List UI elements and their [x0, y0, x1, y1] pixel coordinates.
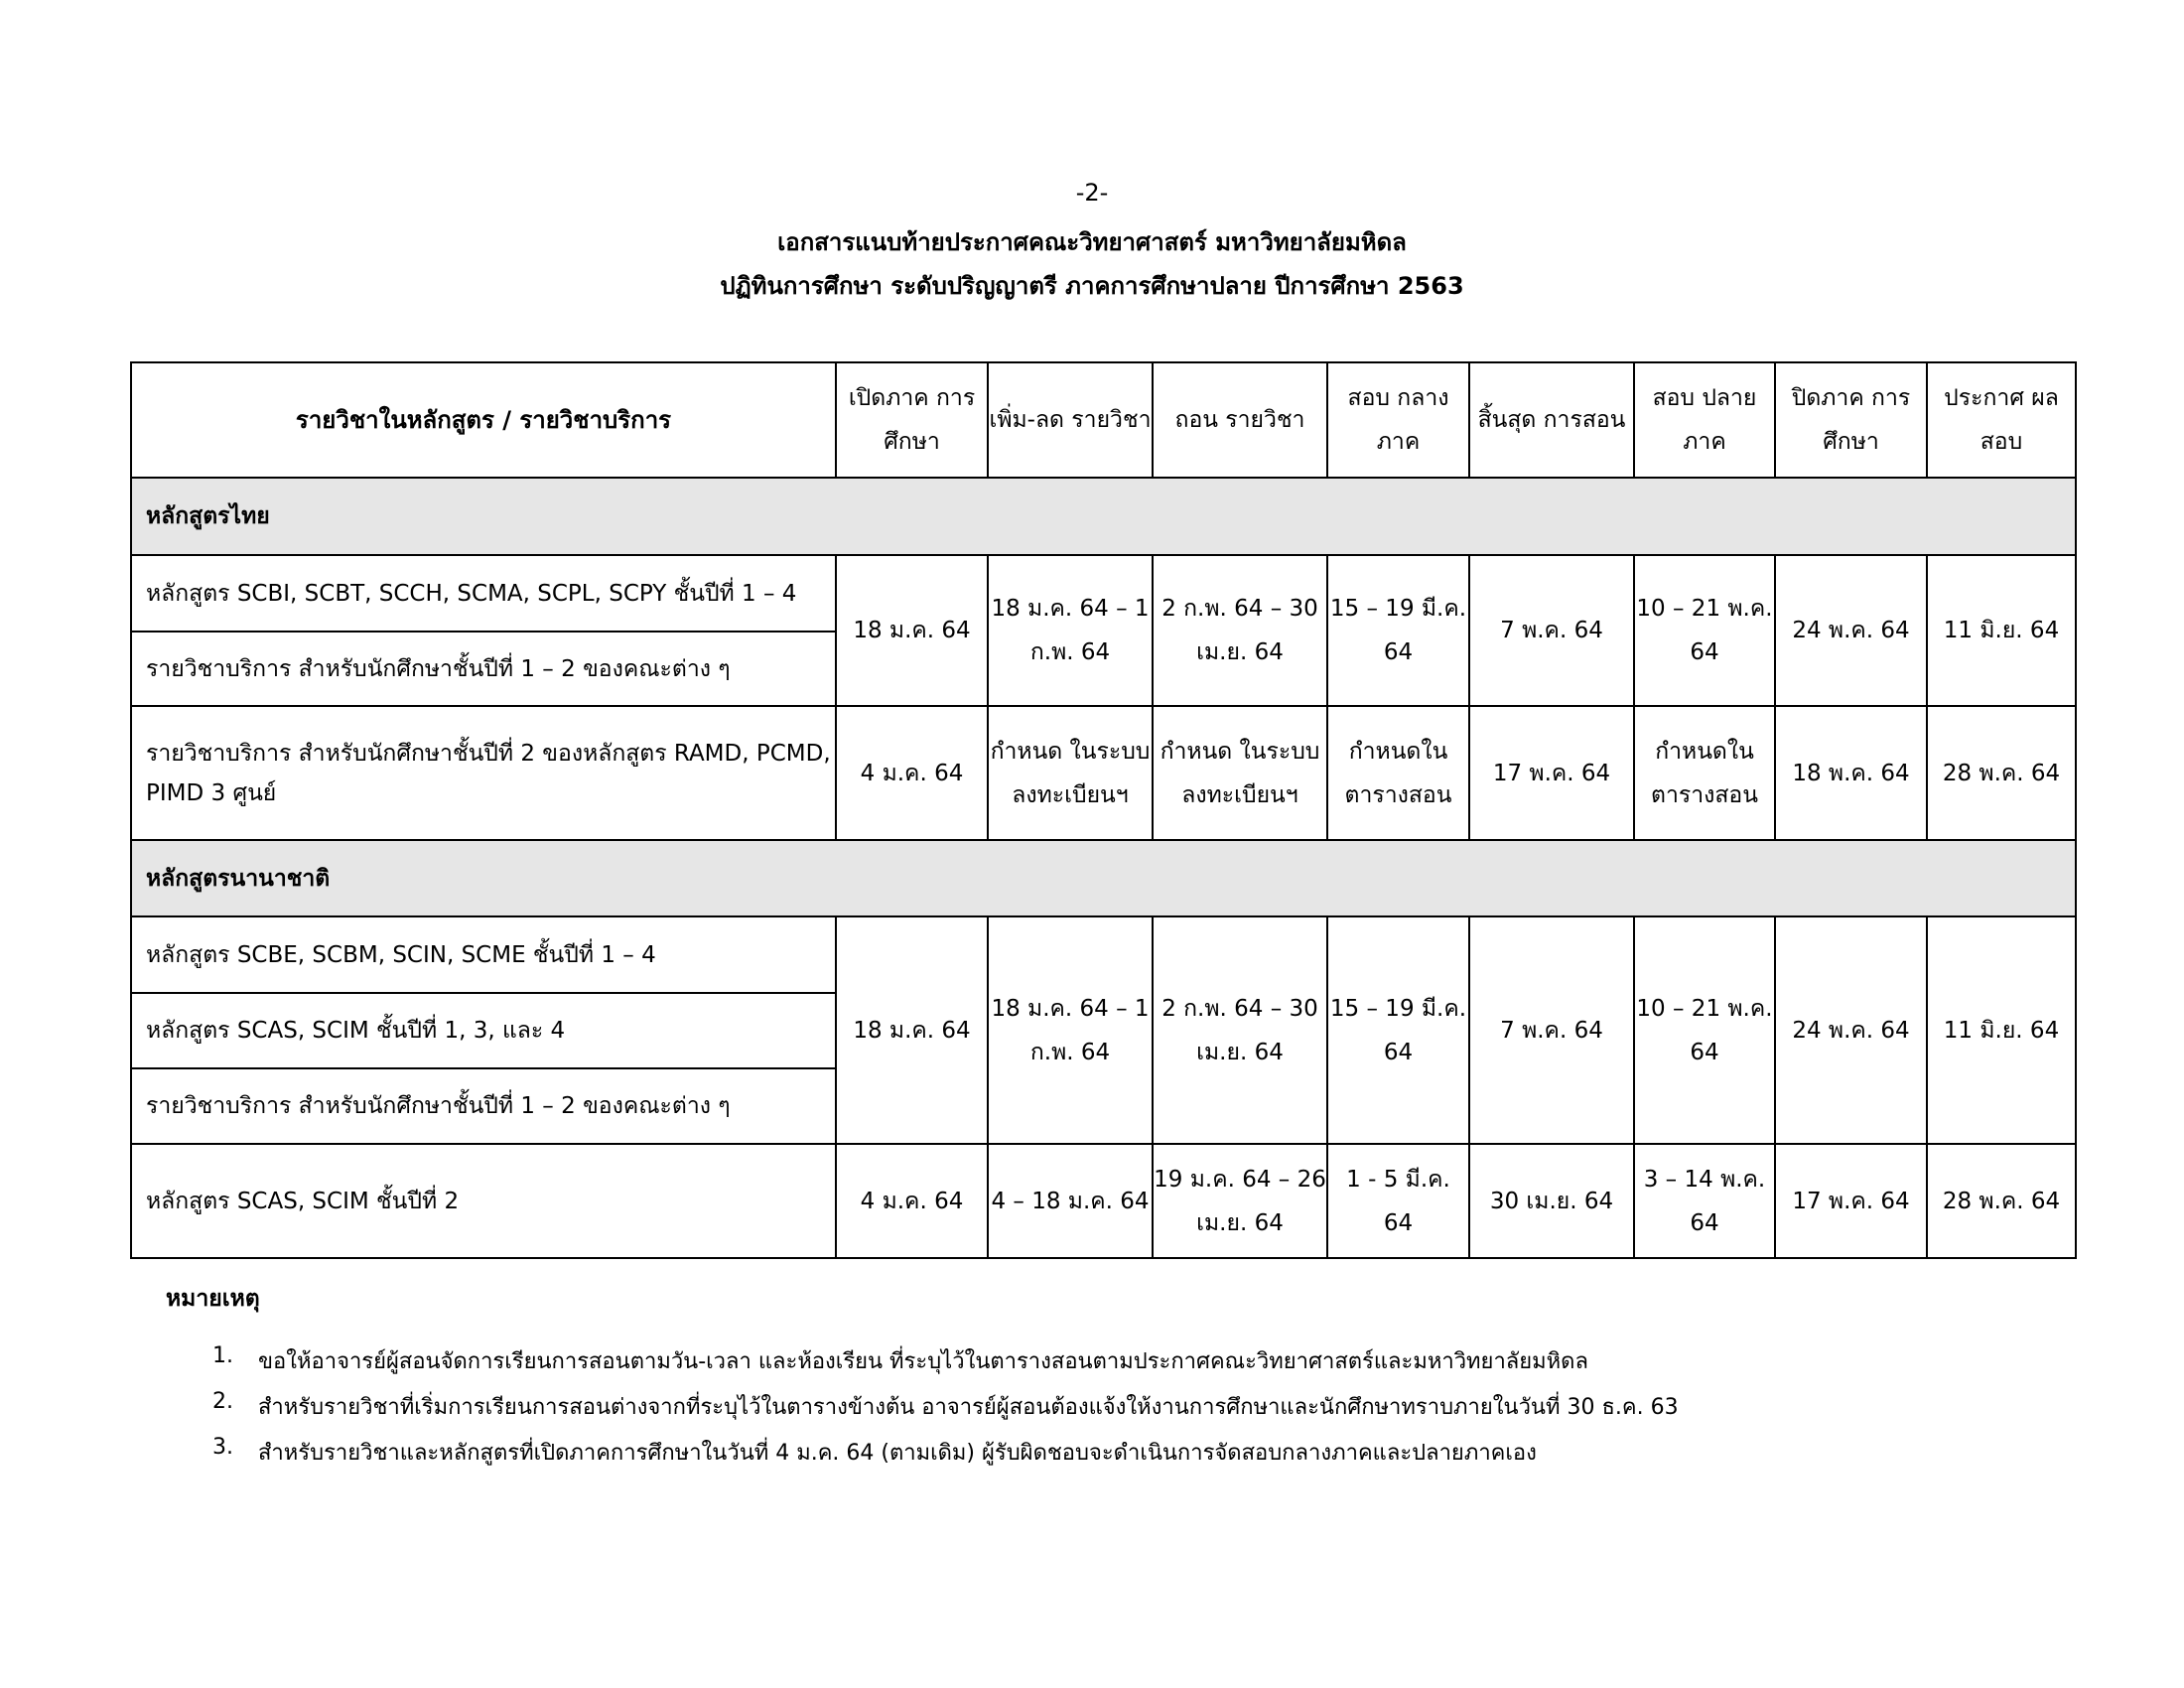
- date-cell: 24 พ.ค. 64: [1775, 916, 1927, 1144]
- column-header-withdraw: ถอน รายวิชา: [1153, 362, 1327, 478]
- table-header-row: [131, 362, 2076, 478]
- date-cell: กำหนดใน ตารางสอน: [1327, 706, 1469, 840]
- note-number: 2.: [212, 1389, 233, 1414]
- table-row: [131, 706, 2076, 840]
- subject-cell: หลักสูตร SCAS, SCIM ชั้นปีที่ 1, 3, และ 4: [131, 993, 836, 1068]
- date-cell: 2 ก.พ. 64 – 30 เม.ย. 64: [1153, 916, 1327, 1144]
- column-header-end-of-classes: สิ้นสุด การสอน: [1469, 362, 1634, 478]
- date-cell: 11 มิ.ย. 64: [1927, 916, 2076, 1144]
- date-cell: 28 พ.ค. 64: [1927, 1144, 2076, 1258]
- date-cell: 15 – 19 มี.ค. 64: [1327, 555, 1469, 706]
- date-cell: 18 ม.ค. 64 – 1 ก.พ. 64: [988, 916, 1153, 1144]
- page-number: -2-: [1075, 179, 1109, 207]
- column-header-grade-announcement: ประกาศ ผลสอบ: [1927, 362, 2076, 478]
- column-header-semester-start: เปิดภาค การศึกษา: [836, 362, 988, 478]
- date-cell: กำหนดใน ตารางสอน: [1634, 706, 1775, 840]
- section-row-international: [131, 840, 2076, 916]
- academic-calendar-table: [130, 361, 2077, 1259]
- column-header-add-drop: เพิ่ม-ลด รายวิชา: [988, 362, 1153, 478]
- date-cell: 28 พ.ค. 64: [1927, 706, 2076, 840]
- note-text: ขอให้อาจารย์ผู้สอนจัดการเรียนการสอนตามวัน-เวลา และห้องเรียน ที่ระบุไว้ในตารางสอนตามประกาศคณะวิทยาศาสตร์และมหาวิทยาลัยมหิดล: [258, 1349, 1588, 1374]
- column-header-final-exam: สอบ ปลายภาค: [1634, 362, 1775, 478]
- date-cell: 19 ม.ค. 64 – 26 เม.ย. 64: [1153, 1144, 1327, 1258]
- note-number: 3.: [212, 1435, 233, 1460]
- section-label-international-program: หลักสูตรนานาชาติ: [131, 840, 2076, 916]
- notes-title: หมายเหตุ: [166, 1286, 260, 1312]
- date-cell: 7 พ.ค. 64: [1469, 916, 1634, 1144]
- subject-cell: รายวิชาบริการ สำหรับนักศึกษาชั้นปีที่ 1 – 2 ของคณะต่าง ๆ: [131, 632, 836, 706]
- date-cell: กำหนด ในระบบ ลงทะเบียนฯ: [1153, 706, 1327, 840]
- date-cell: 2 ก.พ. 64 – 30 เม.ย. 64: [1153, 555, 1327, 706]
- date-cell: 4 ม.ค. 64: [836, 1144, 988, 1258]
- date-cell: 17 พ.ค. 64: [1469, 706, 1634, 840]
- date-cell: 15 – 19 มี.ค. 64: [1327, 916, 1469, 1144]
- date-cell: 24 พ.ค. 64: [1775, 555, 1927, 706]
- date-cell: 1 - 5 มี.ค. 64: [1327, 1144, 1469, 1258]
- table-row: [131, 916, 2076, 993]
- date-cell: 18 ม.ค. 64: [836, 916, 988, 1144]
- subject-cell: หลักสูตร SCBI, SCBT, SCCH, SCMA, SCPL, SCPY ชั้นปีที่ 1 – 4: [131, 555, 836, 632]
- table-row: [131, 1144, 2076, 1258]
- document-subtitle: ปฏิทินการศึกษา ระดับปริญญาตรี ภาคการศึกษาปลาย ปีการศึกษา 2563: [720, 272, 1464, 300]
- date-cell: 18 ม.ค. 64: [836, 555, 988, 706]
- column-header-semester-end: ปิดภาค การศึกษา: [1775, 362, 1927, 478]
- document-title: เอกสารแนบท้ายประกาศคณะวิทยาศาสตร์ มหาวิทยาลัยมหิดล: [777, 228, 1407, 256]
- subject-cell: รายวิชาบริการ สำหรับนักศึกษาชั้นปีที่ 1 – 2 ของคณะต่าง ๆ: [131, 1068, 836, 1144]
- date-cell: 11 มิ.ย. 64: [1927, 555, 2076, 706]
- date-cell: 18 ม.ค. 64 – 1 ก.พ. 64: [988, 555, 1153, 706]
- date-cell: 7 พ.ค. 64: [1469, 555, 1634, 706]
- subject-cell: รายวิชาบริการ สำหรับนักศึกษาชั้นปีที่ 2 ของหลักสูตร RAMD, PCMD, PIMD 3 ศูนย์: [131, 706, 836, 840]
- subject-cell: หลักสูตร SCBE, SCBM, SCIN, SCME ชั้นปีที่ 1 – 4: [131, 916, 836, 993]
- date-cell: 4 ม.ค. 64: [836, 706, 988, 840]
- date-cell: 3 – 14 พ.ค. 64: [1634, 1144, 1775, 1258]
- date-cell: 17 พ.ค. 64: [1775, 1144, 1927, 1258]
- date-cell: กำหนด ในระบบ ลงทะเบียนฯ: [988, 706, 1153, 840]
- table-row: [131, 555, 2076, 632]
- date-cell: 10 – 21 พ.ค. 64: [1634, 555, 1775, 706]
- subject-cell: หลักสูตร SCAS, SCIM ชั้นปีที่ 2: [131, 1144, 836, 1258]
- section-label-thai-program: หลักสูตรไทย: [131, 478, 2076, 555]
- section-row-thai: [131, 478, 2076, 555]
- note-number: 1.: [212, 1343, 233, 1368]
- date-cell: 4 – 18 ม.ค. 64: [988, 1144, 1153, 1258]
- column-header-midterm: สอบ กลางภาค: [1327, 362, 1469, 478]
- date-cell: 30 เม.ย. 64: [1469, 1144, 1634, 1258]
- date-cell: 18 พ.ค. 64: [1775, 706, 1927, 840]
- note-text: สำหรับรายวิชาที่เริ่มการเรียนการสอนต่างจากที่ระบุไว้ในตารางข้างต้น อาจารย์ผู้สอนต้องแจ้งให้งานการศึกษาและนักศึกษาทราบภายในวันที่ 30 ธ.ค. 63: [258, 1395, 1679, 1420]
- date-cell: 10 – 21 พ.ค. 64: [1634, 916, 1775, 1144]
- column-header-subject: รายวิชาในหลักสูตร / รายวิชาบริการ: [131, 362, 836, 478]
- note-text: สำหรับรายวิชาและหลักสูตรที่เปิดภาคการศึกษาในวันที่ 4 ม.ค. 64 (ตามเดิม) ผู้รับผิดชอบจะดำเนินการจัดสอบกลางภาคและปลายภาคเอง: [258, 1441, 1537, 1466]
